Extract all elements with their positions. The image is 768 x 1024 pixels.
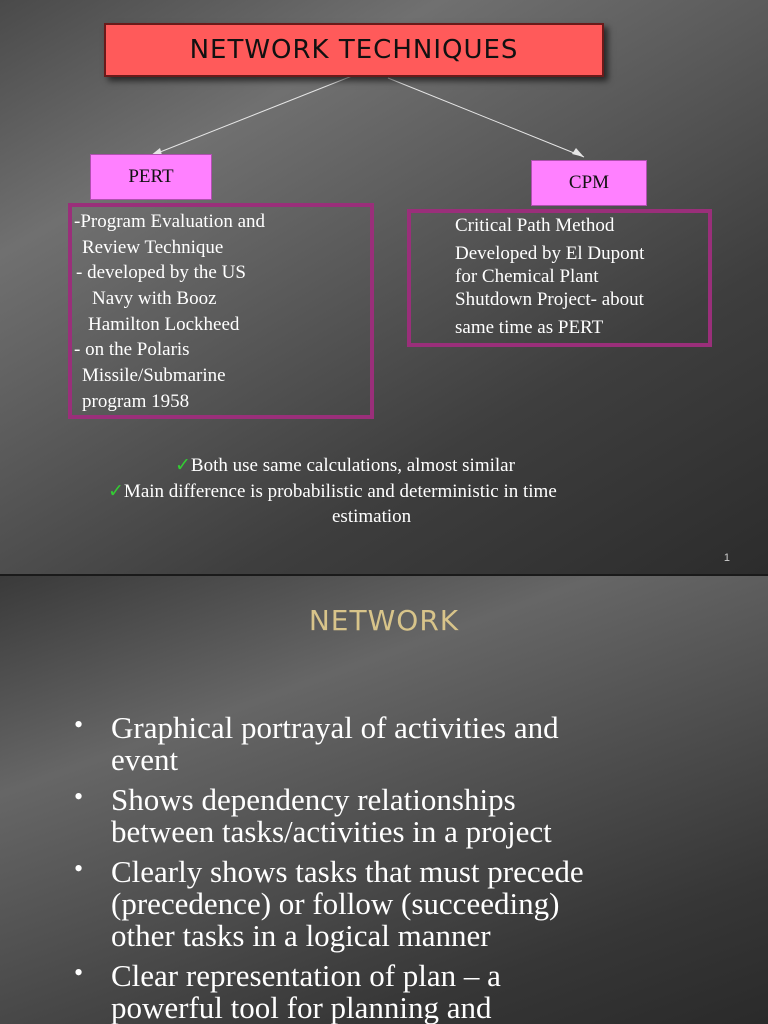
slide-title: NETWORK TECHNIQUES	[189, 35, 519, 65]
slide-title: NETWORK	[308, 604, 460, 637]
note-similar: ✓Both use same calculations, almost similar	[175, 455, 515, 476]
note-difference: ✓Main difference is probabilistic and deterministic in time	[108, 481, 557, 502]
cpm-line: same time as PERT	[455, 317, 604, 338]
pert-line: Hamilton Lockheed	[88, 314, 240, 335]
pert-line: - developed by the US	[76, 262, 246, 283]
bullet-line: other tasks in a logical manner	[111, 918, 491, 953]
pert-line: - on the Polaris	[74, 339, 190, 360]
bullet-line: Clear representation of plan – a	[111, 958, 501, 993]
checkmark-icon: ✓	[175, 455, 191, 476]
bullet-line: powerful tool for planning and	[111, 990, 492, 1024]
cpm-label-box	[531, 160, 647, 206]
bullet-line: Graphical portrayal of activities and	[111, 710, 559, 745]
bullet-icon: •	[74, 710, 84, 739]
pert-line: Navy with Booz	[92, 288, 217, 309]
cpm-label: CPM	[568, 172, 610, 193]
pert-line: program 1958	[82, 391, 190, 412]
cpm-line: for Chemical Plant	[455, 266, 599, 287]
title-banner	[104, 23, 604, 77]
pert-label: PERT	[128, 166, 174, 187]
cpm-line: Critical Path Method	[455, 215, 615, 236]
page-number: 1	[723, 552, 730, 564]
bullet-line: Shows dependency relationships	[111, 782, 516, 817]
pert-label-box	[90, 154, 212, 200]
bullet-icon: •	[74, 782, 84, 811]
pert-line: Review Technique	[82, 237, 224, 258]
note-difference-continued: estimation	[332, 506, 412, 527]
pert-line: -Program Evaluation and	[74, 211, 266, 232]
cpm-line: Developed by El Dupont	[455, 243, 645, 264]
bullet-line: between tasks/activities in a project	[111, 814, 552, 849]
bullet-icon: •	[74, 958, 84, 987]
checkmark-icon: ✓	[108, 481, 124, 502]
bullet-line: event	[111, 742, 179, 777]
bullet-line: (precedence) or follow (succeeding)	[111, 886, 560, 921]
pert-line: Missile/Submarine	[82, 365, 226, 386]
slide-network	[0, 576, 768, 1024]
cpm-line: Shutdown Project- about	[455, 289, 644, 310]
bullet-line: Clearly shows tasks that must precede	[111, 854, 584, 889]
bullet-icon: •	[74, 854, 84, 883]
